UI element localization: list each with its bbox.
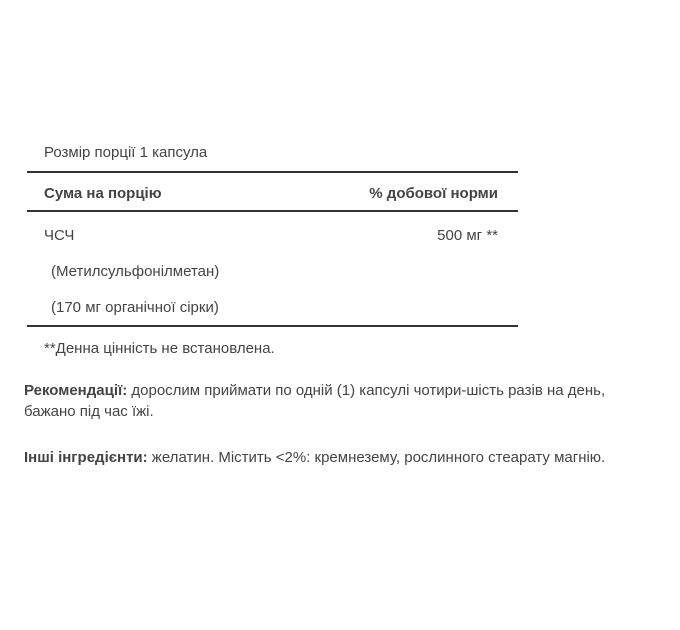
ingredient-subtitle: (Метилсульфонілметан) xyxy=(51,263,220,280)
recommendations-text: дорослим приймати по одній (1) капсулі чотири-шість разів на день, бажано під час їжі. xyxy=(24,382,606,420)
ingredient-name: ЧСЧ xyxy=(44,227,75,244)
serving-size: Розмір порції 1 капсула xyxy=(44,144,208,161)
other-ingredients-text: желатин. Містить <2%: кремнезему, рослинного стеарату магнію. xyxy=(147,449,606,466)
divider-top xyxy=(27,171,518,173)
daily-value-header: % добової норми xyxy=(369,185,498,202)
recommendations-paragraph xyxy=(24,380,644,422)
other-ingredients-paragraph xyxy=(24,447,644,468)
other-ingredients-label: Інші інгредієнти: xyxy=(24,449,148,466)
divider-bottom xyxy=(27,325,518,327)
ingredient-amount: 500 мг ** xyxy=(437,227,498,244)
recommendations-label: Рекомендації: xyxy=(24,382,128,399)
ingredient-sulfur-content: (170 мг органічної сірки) xyxy=(51,299,219,316)
daily-value-footnote: **Денна цінність не встановлена. xyxy=(44,340,275,357)
amount-per-serving-header: Сума на порцію xyxy=(44,185,162,202)
divider-header xyxy=(27,210,518,212)
